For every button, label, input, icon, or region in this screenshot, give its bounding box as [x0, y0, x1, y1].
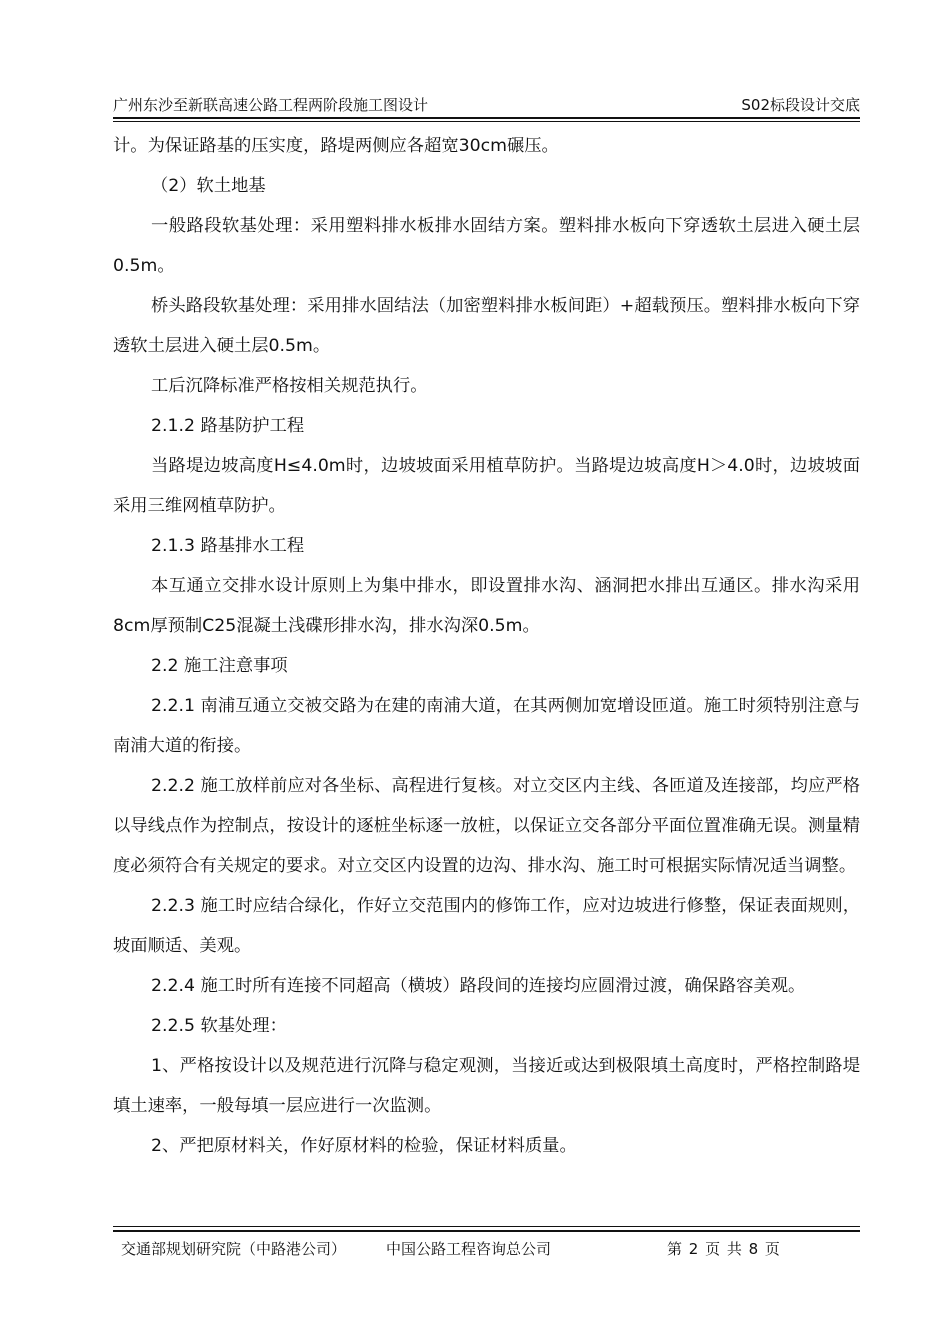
- footer-organization-2: 中国公路工程咨询总公司: [386, 1240, 552, 1258]
- paragraph: 2.2.3 施工时应结合绿化，作好立交范围内的修饰工作，应对边坡进行修整，保证表面规则，坡面顺适、美观。: [113, 896, 860, 956]
- paragraph: 桥头路段软基处理：采用排水固结法（加密塑料排水板间距）+超载预压。塑料排水板向下穿透软土层进入硬土层0.5m。: [113, 296, 860, 356]
- paragraph: 一般路段软基处理：采用塑料排水板排水固结方案。塑料排水板向下穿透软土层进入硬土层0.5m。: [113, 216, 860, 276]
- footer-rule-thick: [113, 1230, 860, 1232]
- paragraph: 2.2.1 南浦互通立交被交路为在建的南浦大道，在其两侧加宽增设匝道。施工时须特别注意与南浦大道的衔接。: [113, 696, 860, 756]
- section-heading: 2.1.3 路基排水工程: [151, 536, 305, 556]
- section-heading: 2.2 施工注意事项: [151, 656, 288, 676]
- subheading-soft-soil: （2）软土地基: [151, 176, 266, 196]
- paragraph: 工后沉降标准严格按相关规范执行。: [151, 376, 428, 396]
- header-section-label: S02标段设计交底: [741, 96, 860, 114]
- paragraph: 2.2.4 施工时所有连接不同超高（横坡）路段间的连接均应圆滑过渡，确保路容美观。: [151, 976, 806, 996]
- paragraph: 当路堤边坡高度H≤4.0m时，边坡坡面采用植草防护。当路堤边坡高度H＞4.0时，边坡坡面采用三维网植草防护。: [113, 456, 860, 516]
- list-item: 1、严格按设计以及规范进行沉降与稳定观测，当接近或达到极限填土高度时，严格控制路堤填土速率，一般每填一层应进行一次监测。: [113, 1056, 860, 1116]
- page-header: [113, 92, 860, 118]
- document-body: [113, 126, 860, 1166]
- header-project-title: 广州东沙至新联高速公路工程两阶段施工图设计: [113, 96, 429, 114]
- paragraph-continuation: 计。为保证路基的压实度，路堤两侧应各超宽30cm碾压。: [113, 136, 559, 156]
- footer-organization-1: 交通部规划研究院（中路港公司）: [121, 1240, 347, 1258]
- header-rule-thin: [113, 121, 860, 122]
- header-rule-thick: [113, 117, 860, 119]
- section-heading: 2.1.2 路基防护工程: [151, 416, 305, 436]
- list-item: 2、严把原材料关，作好原材料的检验，保证材料质量。: [151, 1136, 577, 1156]
- page-footer: [113, 1236, 860, 1260]
- footer-page-number: 第 2 页 共 8 页: [667, 1240, 781, 1258]
- paragraph: 本互通立交排水设计原则上为集中排水，即设置排水沟、涵洞把水排出互通区。排水沟采用8cm厚预制C25混凝土浅碟形排水沟，排水沟深0.5m。: [113, 576, 860, 636]
- footer-rule-thin: [113, 1226, 860, 1227]
- section-heading: 2.2.5 软基处理：: [151, 1016, 287, 1036]
- paragraph: 2.2.2 施工放样前应对各坐标、高程进行复核。对立交区内主线、各匝道及连接部，均应严格以导线点作为控制点，按设计的逐桩坐标逐一放桩，以保证立交各部分平面位置准确无误。测量精度必须符合有关规定的要求。对立交区内设置的边沟、排水沟、施工时可根据实际情况适当调整。: [113, 776, 860, 876]
